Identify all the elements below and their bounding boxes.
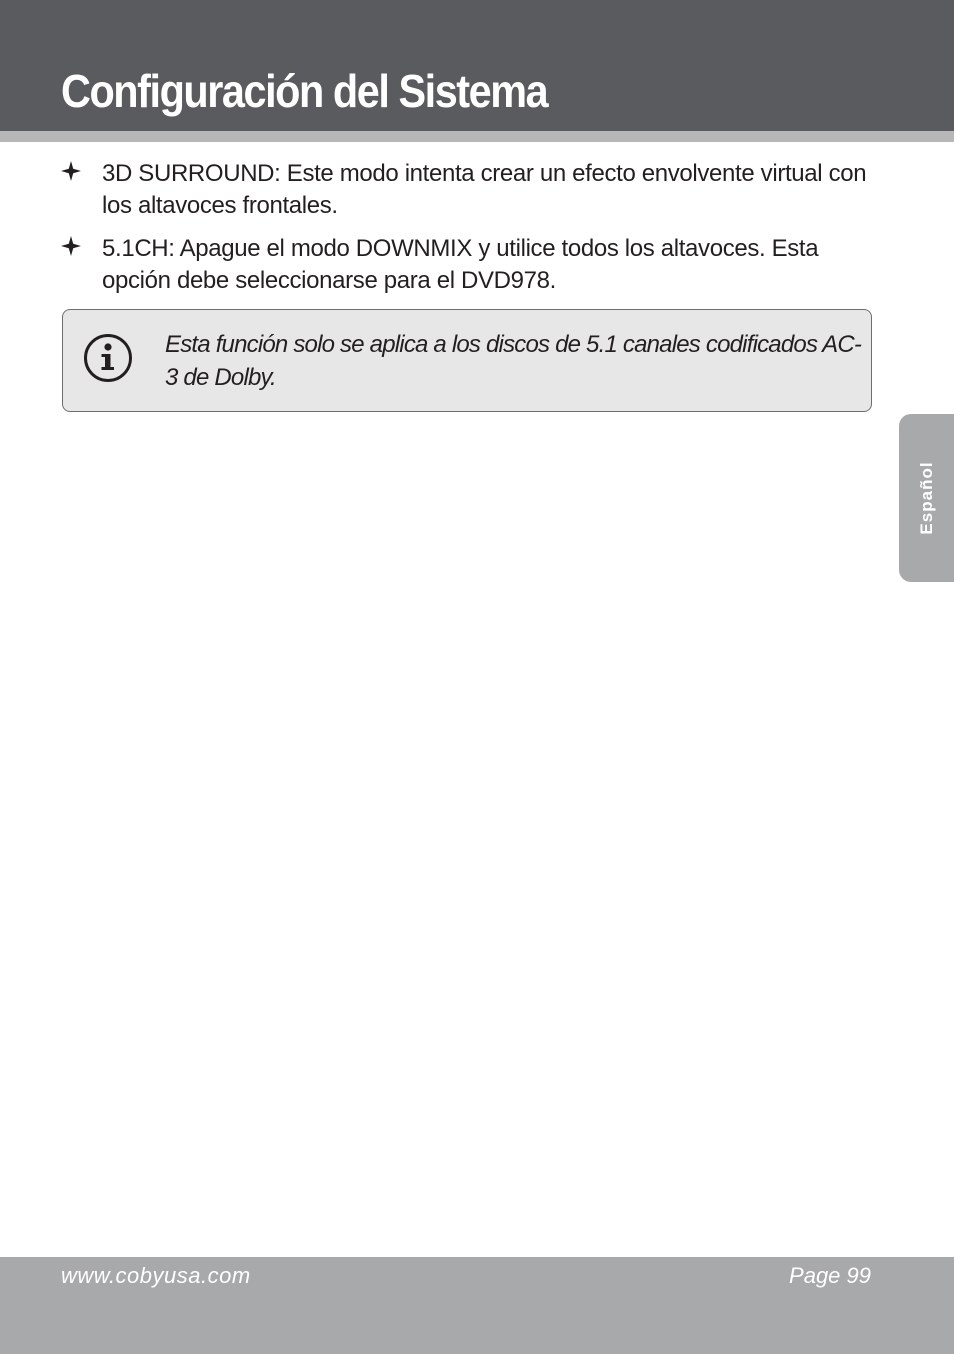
four-point-star-icon (61, 236, 81, 256)
bullet-text: 5.1CH: Apague el modo DOWNMIX y utilice todos los altavoces. Esta opción debe seleccionarse para el DVD978. (102, 235, 819, 294)
header-divider (0, 131, 954, 142)
page-number: Page 99 (789, 1263, 871, 1288)
note-box (62, 309, 872, 412)
bullet-list (61, 158, 876, 308)
language-tab (899, 414, 954, 582)
four-point-star-icon (61, 161, 81, 181)
page-footer (0, 1257, 954, 1354)
list-item (61, 158, 876, 222)
bullet-text: 3D SURROUND: Este modo intenta crear un efecto envolvente virtual con los altavoces frontales. (102, 160, 867, 219)
info-icon (83, 333, 133, 383)
list-item (61, 233, 876, 297)
page-header (0, 0, 954, 131)
language-tab-label: Español (917, 461, 936, 535)
page-title: Configuración del Sistema (61, 65, 548, 117)
note-text: Esta función solo se aplica a los discos de 5.1 canales codificados AC-3 de Dolby. (165, 331, 862, 391)
footer-url: www.cobyusa.com (61, 1263, 251, 1288)
